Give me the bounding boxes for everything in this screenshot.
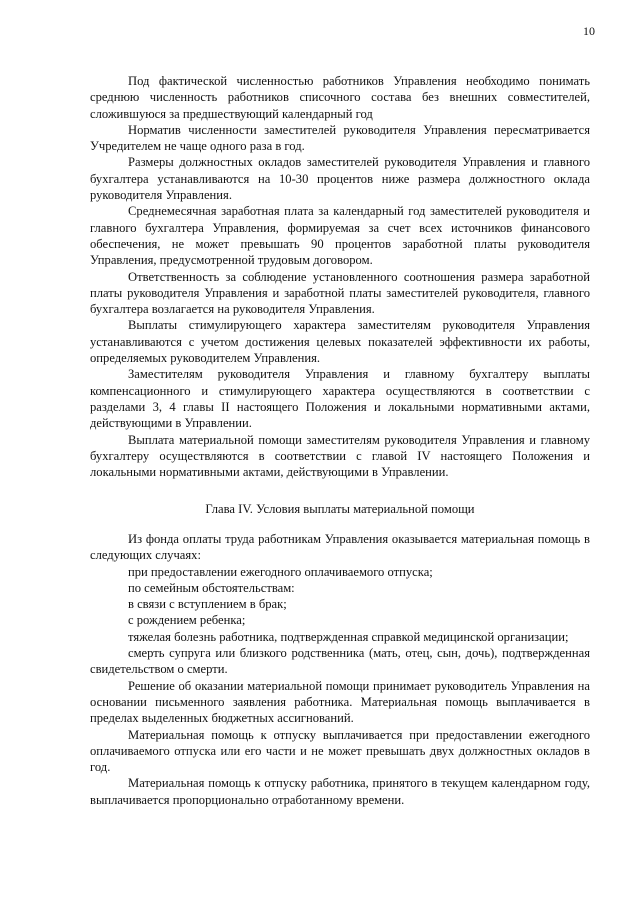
- paragraph-compensation-payments: Заместителям руководителя Управления и главному бухгалтеру выплаты компенсационного и стимулирующего характера осуществляются в соответствии с разделами 3, 4 главы II настоящего Положения и локальными нормативными актами, действующими в Управлении.: [90, 367, 590, 431]
- paragraph-vacation-aid-new-employee: Материальная помощь к отпуску работника, принятого в текущем календарном году, выплачивается пропорционально отработанному времени.: [90, 776, 590, 807]
- paragraph-incentive-payments: Выплаты стимулирующего характера заместителям руководителя Управления устанавливаются с учетом достижения целевых показателей эффективности их работы, определяемых руководителем Управления.: [90, 318, 590, 366]
- paragraph-average-salary-limit: Среднемесячная заработная плата за календарный год заместителей руководителя и главного бухгалтера Управления, формируемая за счет всех источников финансового обеспечения, не может превышать 90 процентов заработной платы руководителя Управления, предусмотренной трудовым договором.: [90, 204, 590, 268]
- paragraph-aid-decision: Решение об оказании материальной помощи принимает руководитель Управления на основании письменного заявления работника. Материальная помощь выплачивается в пределах выделенных бюджетных ассигнований.: [90, 678, 590, 726]
- chapter-heading: Глава IV. Условия выплаты материальной помощи: [205, 502, 475, 516]
- paragraph-material-aid-intro: Из фонда оплаты труда работникам Управления оказывается материальная помощь в следующих случаях:: [90, 532, 590, 563]
- list-item-illness: тяжелая болезнь работника, подтвержденная справкой медицинской организации;: [128, 629, 569, 644]
- list-item-death: смерть супруга или близкого родственника (мать, отец, сын, дочь), подтвержденная свидетельством о смерти.: [90, 646, 590, 677]
- list-item: при предоставлении ежегодного оплачиваемого отпуска;: [128, 564, 433, 579]
- list-item: с рождением ребенка;: [128, 613, 246, 628]
- paragraph-salary-sizes: Размеры должностных окладов заместителей руководителя Управления и главного бухгалтера устанавливаются на 10-30 процентов ниже размера должностного оклада руководителя Управления.: [90, 155, 590, 203]
- section-material-aid: [90, 531, 590, 808]
- paragraph-headcount-norm: Норматив численности заместителей руководителя Управления пересматривается Учредителем не чаще одного раза в год.: [90, 122, 590, 154]
- list-item: по семейным обстоятельствам:: [128, 580, 295, 595]
- section-staffing-and-salaries: [90, 73, 590, 480]
- paragraph-vacation-aid: Материальная помощь к отпуску выплачивается при предоставлении ежегодного оплачиваемого отпуска или его части и не может превышать двух должностных окладов в год.: [90, 727, 590, 775]
- paragraph-actual-headcount: Под фактической численностью работников Управления необходимо понимать среднюю численность работников списочного состава без внешних совместителей, сложившуюся за предшествующий календарный год: [90, 74, 590, 121]
- page-number: 10: [583, 24, 595, 38]
- paragraph-responsibility: Ответственность за соблюдение установленного соотношения размера заработной платы руководителя Управления и заработной платы заместителей руководителя, главного бухгалтера возлагается на руководителя Управления.: [90, 269, 590, 317]
- list-item: в связи с вступлением в брак;: [128, 597, 287, 612]
- paragraph-material-aid-deputies: Выплата материальной помощи заместителям руководителя Управления и главному бухгалтеру осуществляются в соответствии с главой IV настоящего Положения и локальными нормативными актами, действующими в Управлении.: [90, 432, 590, 480]
